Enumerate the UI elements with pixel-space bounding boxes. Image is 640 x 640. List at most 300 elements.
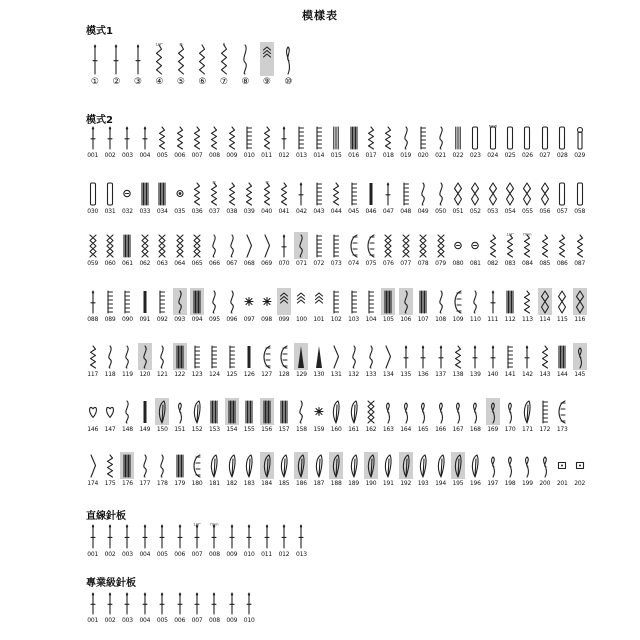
stitch-number: 090	[122, 316, 133, 323]
stitch-number: 147	[104, 426, 116, 433]
straight-stitch-icon	[131, 42, 145, 76]
stitch-number: 172	[539, 426, 551, 433]
stitch-pattern	[136, 590, 153, 624]
stitch-pattern	[501, 288, 518, 323]
stitch-pattern	[136, 452, 153, 487]
stitch-pattern	[571, 180, 588, 215]
dense-stitch-icon	[120, 232, 134, 259]
stitch-number: 075	[365, 260, 377, 267]
zig-stitch-icon	[260, 180, 274, 207]
chevron-stitch-icon	[260, 42, 274, 76]
stitch-number: 100	[295, 316, 307, 323]
loop-stitch-icon	[538, 452, 552, 479]
box-stitch-icon	[555, 452, 569, 479]
section-label-mode2: 模式2	[86, 115, 113, 126]
stitch-pattern	[154, 452, 171, 487]
dot-stitch-icon	[173, 180, 187, 207]
straight-stitch-icon	[173, 522, 187, 550]
leaf-stitch-icon	[242, 452, 256, 479]
straight-stitch-icon	[225, 522, 239, 550]
stitch-number: 199	[522, 480, 533, 487]
loop-stitch-icon	[486, 398, 500, 425]
stitch-number: 177	[139, 480, 151, 487]
straight-stitch-icon	[138, 124, 152, 151]
stitch-pattern	[380, 398, 397, 433]
stitch-pattern	[258, 232, 275, 267]
stitch-number: 024	[487, 152, 499, 159]
stitch-pattern	[484, 180, 501, 215]
stitch-pattern	[241, 590, 258, 624]
stitch-number: 005	[156, 551, 168, 558]
fan-stitch-icon	[451, 288, 465, 315]
stitch-pattern	[241, 232, 258, 267]
stitch-number: 176	[122, 480, 133, 487]
straight-stitch-icon	[120, 522, 134, 550]
stitch-pattern	[188, 452, 205, 487]
loop-stitch-icon	[399, 398, 413, 425]
stitch-number: 185	[278, 480, 290, 487]
stitch-number: 081	[469, 260, 481, 267]
stitch-tag: 1/4"	[506, 232, 514, 237]
stitch-number: 182	[226, 480, 238, 487]
stitch-number: 105	[382, 316, 394, 323]
heart-stitch-icon	[86, 398, 100, 425]
stitch-pattern	[449, 288, 466, 323]
stitch-number: 003	[122, 152, 133, 159]
stitch-pattern	[536, 180, 553, 215]
wave-stitch-icon	[434, 180, 448, 207]
stitch-pattern	[397, 398, 414, 433]
wave-stitch-icon	[364, 343, 378, 370]
stitch-number: 004	[139, 617, 151, 624]
rect-stitch-icon	[555, 124, 569, 151]
stitch-number: 198	[504, 480, 516, 487]
diamond-stitch-icon	[538, 180, 552, 207]
stitch-pattern	[154, 288, 171, 323]
stitch-number: 002	[104, 617, 116, 624]
stitch-number: 116	[574, 316, 586, 323]
leaf-stitch-icon	[207, 452, 221, 479]
stitch-pattern	[501, 124, 518, 159]
stitch-pattern	[275, 522, 292, 558]
comb-stitch-icon	[503, 343, 517, 370]
stitch-number: 086	[556, 260, 568, 267]
stitch-number: 010	[243, 617, 255, 624]
cross-stitch-icon	[103, 232, 117, 259]
wave-stitch-icon	[294, 232, 308, 259]
stitch-pattern	[467, 124, 484, 159]
stitch-pattern	[84, 398, 101, 433]
stitch-number: 192	[400, 480, 412, 487]
stitch-pattern	[327, 180, 344, 215]
stitch-number: 059	[87, 260, 99, 267]
stitch-pattern	[258, 343, 275, 378]
stitch-tag: NEW	[488, 124, 497, 129]
stitch-pattern	[519, 180, 536, 215]
straight-stitch-icon	[120, 124, 134, 151]
stitch-number: 186	[295, 480, 307, 487]
stitch-number: 157	[278, 426, 290, 433]
stitch-pattern	[171, 288, 188, 323]
stitch-pattern	[119, 232, 136, 267]
stitch-pattern	[449, 398, 466, 433]
stitch-pattern	[414, 398, 431, 433]
stitch-pattern	[258, 288, 275, 323]
stitch-pattern	[106, 42, 128, 87]
stitch-pattern	[119, 343, 136, 378]
stitch-number: 156	[261, 426, 273, 433]
stitch-number: ⑨	[262, 77, 271, 87]
stitch-pattern	[571, 288, 588, 323]
diamond-stitch-icon	[555, 288, 569, 315]
stitch-pattern	[536, 452, 553, 487]
stitch-number: 178	[156, 480, 168, 487]
zig-stitch-icon	[573, 232, 587, 259]
straight-stitch-icon	[277, 522, 291, 550]
stitch-number: 072	[313, 260, 325, 267]
stitch-pattern	[206, 288, 223, 323]
straight-stitch-icon	[225, 590, 239, 616]
stitch-number: 158	[295, 426, 307, 433]
stitch-number: 060	[104, 260, 116, 267]
stitch-pattern	[188, 124, 205, 159]
stitch-number: 073	[330, 260, 342, 267]
stitch-pattern	[154, 124, 171, 159]
stitch-pattern	[362, 124, 379, 159]
straight-stitch-icon	[242, 522, 256, 550]
stitch-number: 160	[330, 426, 342, 433]
stitch-number: 044	[330, 208, 342, 215]
stitch-number: 019	[400, 152, 412, 159]
stitch-number: 136	[417, 371, 429, 378]
stitch-pattern	[519, 452, 536, 487]
rect-stitch-icon	[538, 124, 552, 151]
stitch-number: 196	[469, 480, 481, 487]
stitch-pattern	[136, 398, 153, 433]
stitch-row	[84, 288, 588, 323]
stitch-row	[84, 343, 588, 378]
stitch-pattern	[380, 288, 397, 323]
straight-stitch-icon	[486, 343, 500, 370]
stitch-pattern	[554, 180, 571, 215]
stitch-number: 066	[209, 260, 220, 267]
stitch-pattern	[501, 232, 518, 267]
straight-stitch-icon	[155, 522, 169, 550]
stitch-pattern	[241, 522, 258, 558]
stitch-number: 179	[174, 480, 186, 487]
stitch-number: 159	[313, 426, 325, 433]
stitch-row	[84, 522, 310, 558]
stitch-pattern	[171, 398, 188, 433]
straight-stitch-icon	[242, 590, 256, 616]
stitch-number: 152	[191, 426, 203, 433]
stitch-pattern	[362, 452, 379, 487]
straight-stitch-icon	[86, 590, 100, 616]
diamond-stitch-icon	[486, 180, 500, 207]
stitch-tag: 7mm	[522, 232, 532, 237]
stitch-pattern	[171, 180, 188, 215]
zig-stitch-icon	[195, 42, 209, 76]
stitch-pattern	[223, 452, 240, 487]
stitch-pattern	[258, 452, 275, 487]
stitch-pattern	[554, 398, 571, 433]
stitch-pattern	[206, 398, 223, 433]
stitch-number: 195	[452, 480, 464, 487]
stitch-number: 040	[261, 208, 273, 215]
stitch-pattern	[362, 288, 379, 323]
stitch-pattern	[501, 452, 518, 487]
dense-stitch-icon	[155, 180, 169, 207]
stitch-pattern	[484, 343, 501, 378]
stitch-number: 054	[504, 208, 516, 215]
stitch-number: 091	[139, 316, 151, 323]
stitch-number: 041	[278, 208, 290, 215]
stitch-pattern	[241, 180, 258, 215]
stitch-number: 094	[191, 316, 203, 323]
stitch-pattern	[519, 343, 536, 378]
stitch-number: 161	[348, 426, 359, 433]
cross-stitch-icon	[173, 232, 187, 259]
stitch-row	[84, 398, 571, 433]
stitch-number: 129	[295, 371, 307, 378]
stitch-pattern	[154, 398, 171, 433]
bar-stitch-icon	[242, 343, 256, 370]
stitch-number: 133	[365, 371, 377, 378]
stitch-pattern	[84, 452, 101, 487]
stitch-number: 146	[87, 426, 99, 433]
stitch-pattern	[380, 343, 397, 378]
stitch-pattern	[241, 124, 258, 159]
leaf-stitch-icon	[434, 452, 448, 479]
stitch-pattern	[171, 522, 188, 558]
stitch-number: 049	[417, 208, 429, 215]
stitch-number: 053	[487, 208, 499, 215]
comb-stitch-icon	[312, 124, 326, 151]
stitch-pattern	[293, 398, 310, 433]
stitch-number: 076	[382, 260, 394, 267]
stitch-number: 181	[209, 480, 220, 487]
diamond-stitch-icon	[451, 180, 465, 207]
zig-stitch-icon	[364, 124, 378, 151]
stitch-number: 137	[435, 371, 446, 378]
stitch-pattern	[206, 452, 223, 487]
stitch-pattern	[241, 343, 258, 378]
stitch-number: 050	[435, 208, 446, 215]
stitch-number: 115	[556, 316, 568, 323]
stitch-number: 012	[278, 551, 290, 558]
stitch-number: 127	[261, 371, 273, 378]
stitch-number: 012	[278, 152, 290, 159]
stitch-number: 026	[522, 152, 533, 159]
stitch-pattern	[467, 343, 484, 378]
zig-stitch-icon	[242, 180, 256, 207]
stitch-number: 184	[261, 480, 273, 487]
stitch-number: 114	[539, 316, 551, 323]
stitch-pattern	[101, 452, 118, 487]
stitch-pattern	[223, 180, 240, 215]
stitch-pattern	[84, 522, 101, 558]
comb-stitch-icon	[312, 180, 326, 207]
stitch-pattern	[206, 343, 223, 378]
stitch-number: 004	[139, 152, 151, 159]
stitch-pattern	[432, 288, 449, 323]
stitch-number: 008	[209, 617, 220, 624]
stitch-number: 002	[104, 152, 116, 159]
stitch-number: 063	[156, 260, 168, 267]
stitch-pattern	[293, 522, 310, 558]
stitch-number: ⑩	[284, 77, 293, 87]
stitch-pattern	[467, 288, 484, 323]
stitch-pattern	[258, 398, 275, 433]
straight-stitch-icon	[294, 522, 308, 550]
stitch-number: 039	[243, 208, 255, 215]
stitch-pattern	[536, 232, 553, 267]
stitch-number: 188	[330, 480, 342, 487]
stitch-row	[84, 124, 588, 159]
stitch-number: 001	[87, 152, 99, 159]
rect-stitch-icon	[555, 180, 569, 207]
zig-stitch-icon	[217, 42, 231, 76]
stitch-pattern	[84, 232, 101, 267]
stitch-pattern	[519, 232, 536, 267]
stitch-pattern	[293, 343, 310, 378]
zig-stitch-icon	[103, 452, 117, 479]
stitch-number: 098	[261, 316, 273, 323]
stitch-pattern	[345, 180, 362, 215]
stitch-number: 169	[487, 426, 499, 433]
stitch-pattern	[136, 124, 153, 159]
comb-stitch-icon	[347, 180, 361, 207]
stitch-pattern	[310, 180, 327, 215]
cross-stitch-icon	[364, 398, 378, 425]
stitch-pattern	[101, 232, 118, 267]
stitch-pattern	[256, 42, 278, 87]
stitch-number: 123	[191, 371, 203, 378]
stitch-number: 087	[574, 260, 586, 267]
stitch-number: 080	[452, 260, 464, 267]
stitch-pattern	[258, 180, 275, 215]
leaf-stitch-icon	[399, 452, 413, 479]
stitch-pattern	[136, 343, 153, 378]
stitch-number: ①	[90, 77, 99, 87]
comb-stitch-icon	[312, 232, 326, 259]
stitch-pattern	[206, 180, 223, 215]
stitch-number: 085	[539, 260, 551, 267]
stitch-number: 120	[139, 371, 151, 378]
stitch-pattern	[501, 180, 518, 215]
comb-stitch-icon	[103, 288, 117, 315]
straight-stitch-icon	[207, 522, 221, 550]
stitch-pattern	[432, 124, 449, 159]
rect-stitch-icon	[86, 180, 100, 207]
comb-stitch-icon	[242, 124, 256, 151]
wave-stitch-icon	[294, 398, 308, 425]
stitch-number: 006	[174, 551, 186, 558]
stitch-pattern	[223, 522, 240, 558]
arrow-stitch-icon	[242, 232, 256, 259]
stitch-number: 174	[87, 480, 99, 487]
zig-stitch-icon	[173, 124, 187, 151]
stitch-pattern	[84, 124, 101, 159]
stitch-pattern	[84, 590, 101, 624]
stitch-pattern	[432, 398, 449, 433]
stitch-pattern	[206, 232, 223, 267]
stitch-pattern	[149, 42, 171, 87]
star-stitch-icon	[312, 398, 326, 425]
stitch-number: 013	[295, 152, 307, 159]
wave-stitch-icon	[416, 180, 430, 207]
stitch-pattern	[171, 452, 188, 487]
stitch-number: 074	[348, 260, 359, 267]
stitch-pattern	[345, 232, 362, 267]
stitch-pattern	[206, 124, 223, 159]
zig-stitch-icon	[520, 232, 534, 259]
stitch-number: 084	[522, 260, 533, 267]
stitch-number: 132	[348, 371, 359, 378]
dense-stitch-icon	[173, 343, 187, 370]
rect-stitch-icon	[573, 180, 587, 207]
stitch-pattern	[380, 124, 397, 159]
stitch-tag: M	[179, 42, 183, 47]
stitch-number: 055	[522, 208, 533, 215]
stitch-number: 005	[156, 152, 168, 159]
stitch-pattern	[258, 522, 275, 558]
cross-stitch-icon	[381, 232, 395, 259]
stitch-pattern	[449, 452, 466, 487]
stitch-pattern	[536, 288, 553, 323]
stitch-number: 002	[104, 551, 116, 558]
stitch-row	[84, 590, 258, 624]
stitch-pattern	[136, 288, 153, 323]
stitch-number: 106	[400, 316, 412, 323]
wave-stitch-icon	[207, 288, 221, 315]
stitch-pattern	[432, 180, 449, 215]
stitch-number: 007	[191, 152, 203, 159]
tri-stitch-icon	[294, 343, 308, 370]
straight-stitch-icon	[434, 343, 448, 370]
stitch-number: 102	[330, 316, 342, 323]
stitch-number: 101	[313, 316, 325, 323]
stitch-pattern	[206, 590, 223, 624]
straight-stitch-icon	[155, 590, 169, 616]
ring-stitch-icon	[451, 232, 465, 259]
stitch-row	[84, 452, 588, 487]
stitch-tag: 7mm	[209, 522, 219, 527]
ring-stitch-icon	[120, 180, 134, 207]
stitch-pattern	[223, 590, 240, 624]
stitch-pattern	[397, 180, 414, 215]
stitch-pattern	[554, 343, 571, 378]
stitch-pattern	[362, 398, 379, 433]
wave-stitch-icon	[138, 343, 152, 370]
stitch-number: 013	[295, 551, 307, 558]
stitch-pattern	[519, 288, 536, 323]
stitch-pattern	[188, 590, 205, 624]
stitch-number: 093	[174, 316, 186, 323]
stitch-number: 200	[539, 480, 551, 487]
cross-stitch-icon	[86, 232, 100, 259]
zig-stitch-icon	[86, 343, 100, 370]
stitch-pattern	[310, 288, 327, 323]
cross-stitch-icon	[399, 232, 413, 259]
stitch-pattern	[275, 398, 292, 433]
chevron-stitch-icon	[277, 288, 291, 315]
stitch-number: 083	[504, 260, 516, 267]
stitch-number: 052	[469, 208, 481, 215]
zig-stitch-icon	[520, 288, 534, 315]
stitch-pattern	[345, 288, 362, 323]
stitch-pattern	[136, 180, 153, 215]
